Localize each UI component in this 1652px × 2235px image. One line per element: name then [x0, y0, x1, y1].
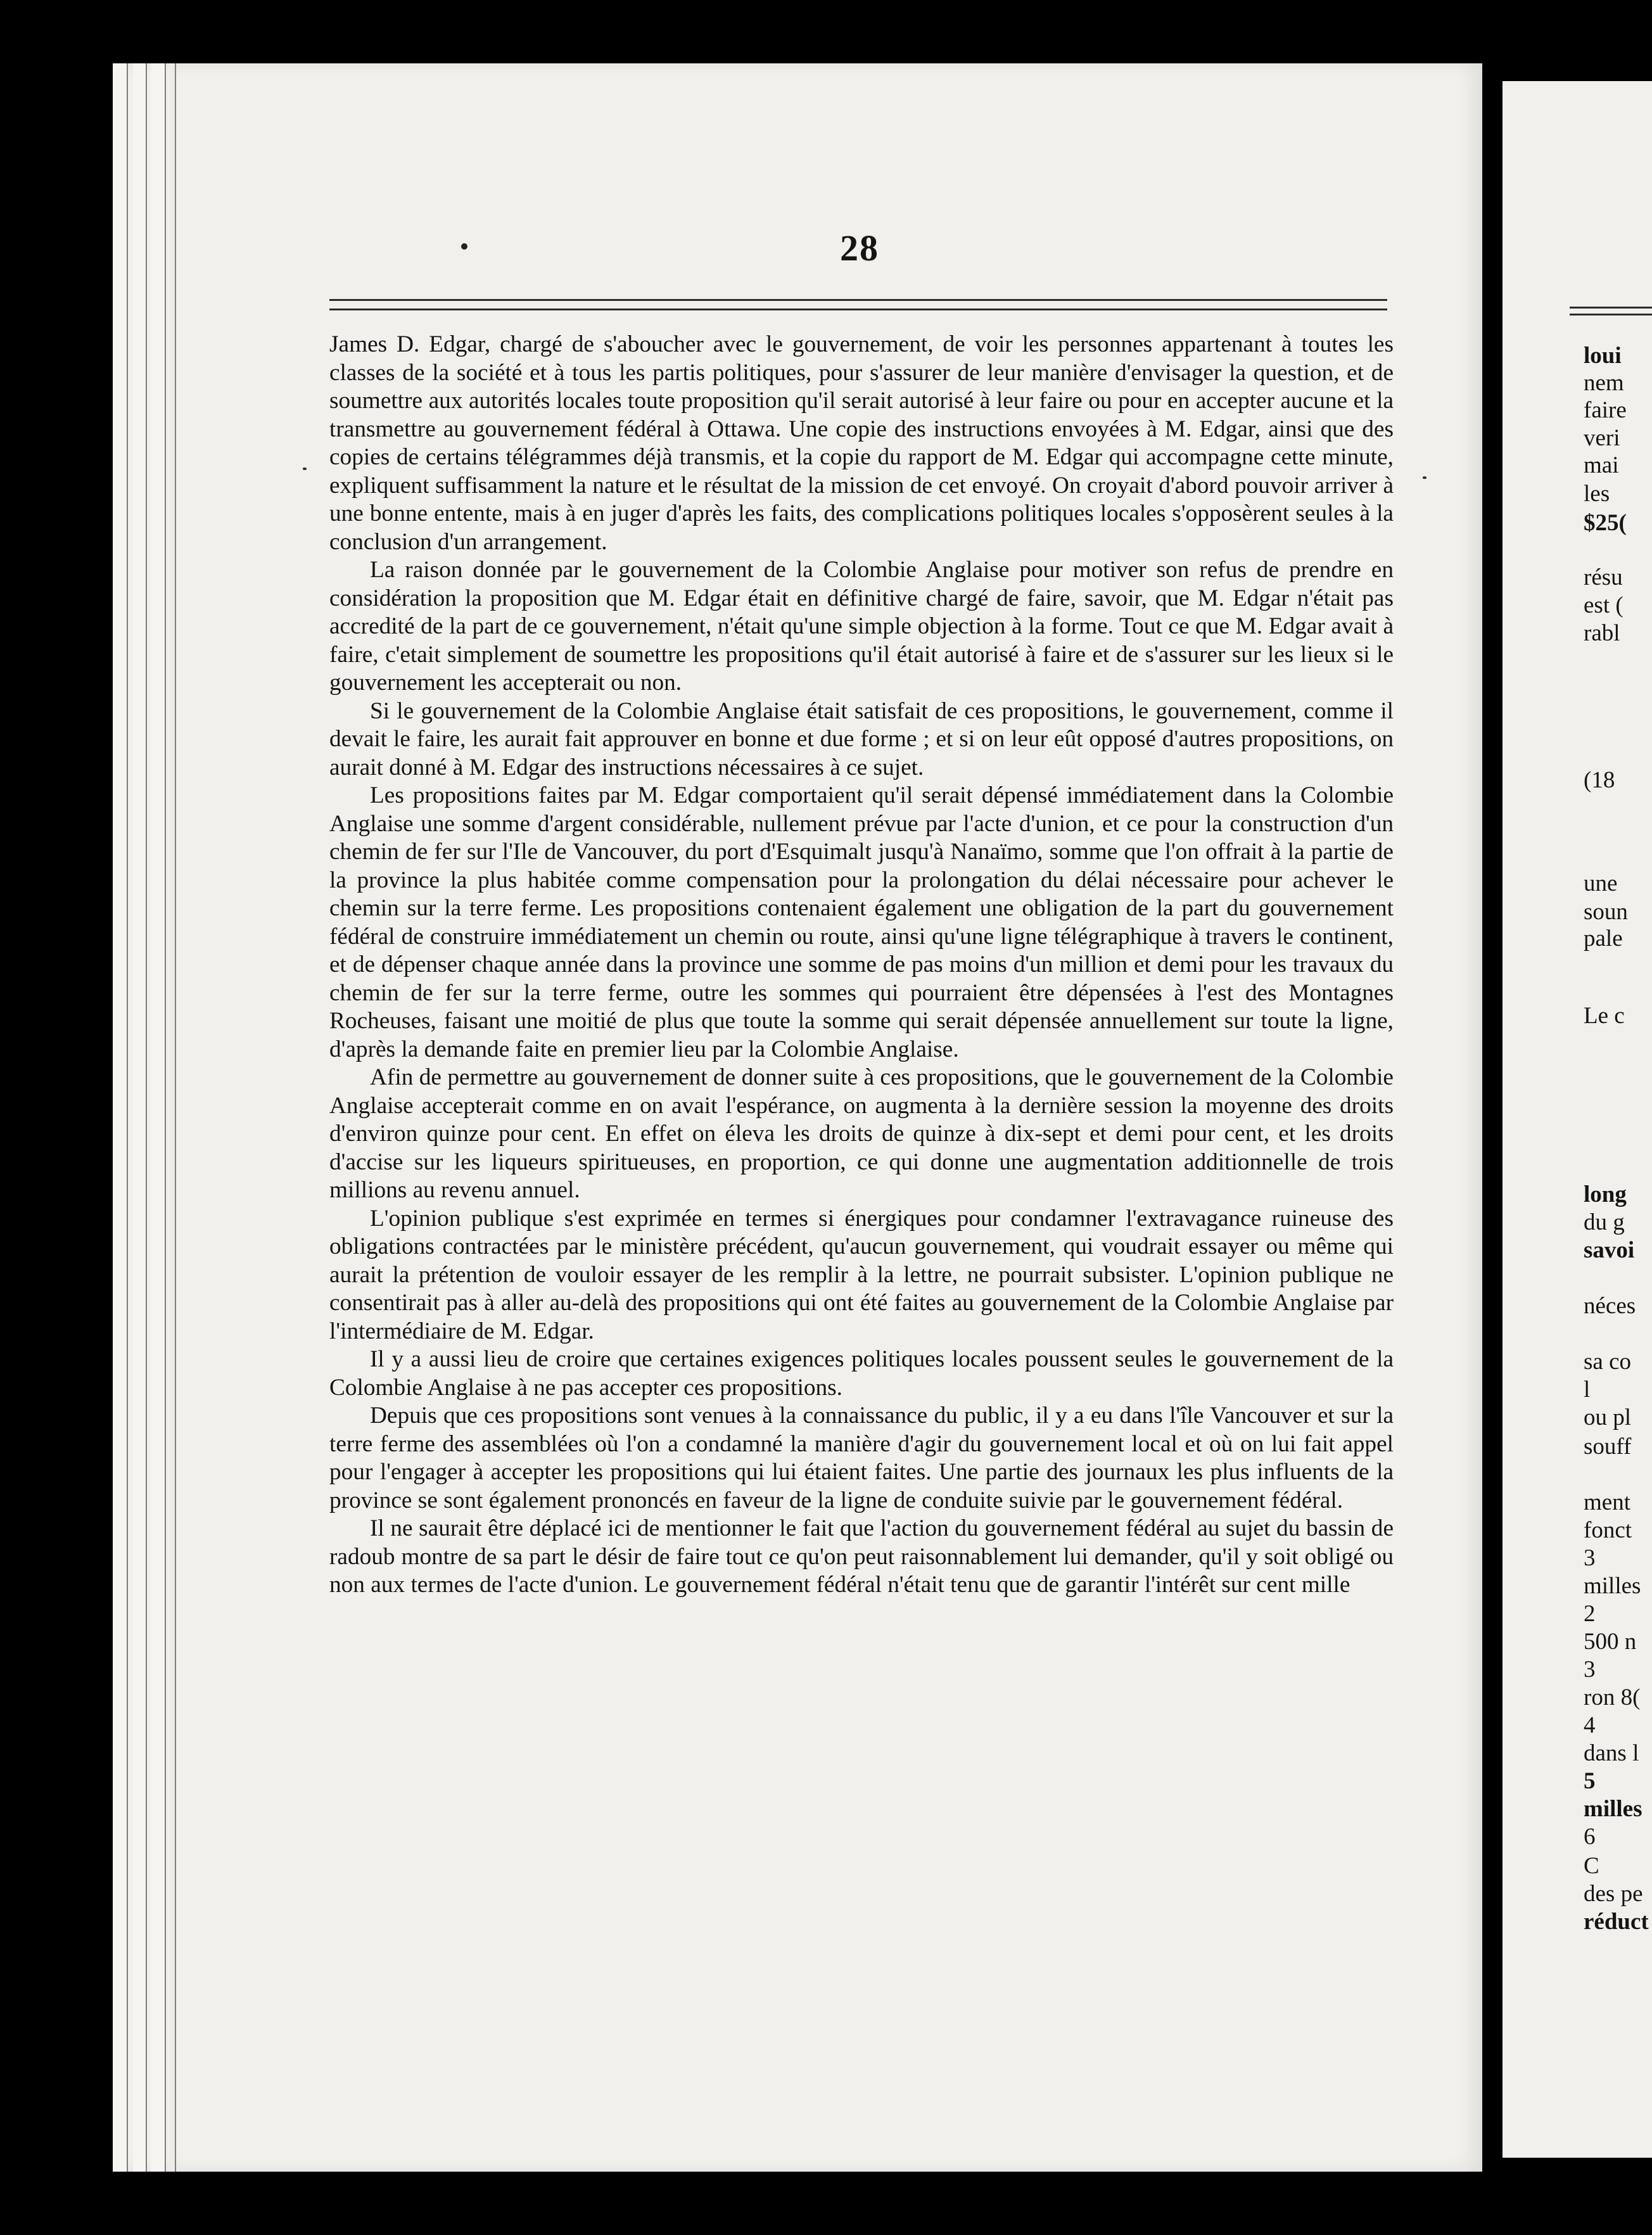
facing-page-line: nem [1584, 370, 1624, 396]
facing-page-line: du g [1584, 1209, 1625, 1235]
facing-page-line: veri [1584, 425, 1620, 451]
paragraph: James D. Edgar, chargé de s'aboucher avec le gouvernement, de voir les personnes appartenant à toutes les classes de la société et à tous les partis politiques, pour s'assurer de leur manière d'envisager la question, et de soumettre aux autorités locales toute proposition qu'il serait autorisé à leur faire ou pour en accepter aucune et la transmettre au gouvernement fédéral à Ottawa. Une copie des instructions envoyées à M. Edgar, ainsi que des copies de certains télégrammes déjà transmis, et la copie du rapport de M. Edgar qui accompagne cette minute, expliquent suffisamment la nature et le résultat de la mission de cet envoyé. On croyait d'abord pouvoir arriver à une bonne entente, mais à en juger d'après les faits, des complications politiques locales s'opposèrent seules à la conclusion d'un arrangement. [329, 331, 1394, 555]
page-edge [170, 63, 176, 2172]
paragraph: L'opinion publique s'est exprimée en termes si énergiques pour condamner l'extravagance ruineuse des obligations contractées par le ministère précédent, qu'aucun gouvernement, qui voudrait essayer ou même qui aurait la prétention de vouloir essayer de les remplir à la lettre, ne pourrait subsister. L'opinion publique ne consentirait pas à aller au-delà des propositions qui ont été faites au gouvernement de la Colombie Anglaise par l'intermédiaire de M. Edgar. [329, 1205, 1394, 1344]
facing-page-line: C [1584, 1853, 1599, 1879]
facing-page-line: des pe [1584, 1881, 1643, 1907]
facing-page-line: résu [1584, 564, 1623, 590]
facing-page-line: néces [1584, 1293, 1636, 1319]
page-edge [113, 63, 128, 2172]
facing-page-line: $25( [1584, 510, 1627, 536]
facing-page-line: est ( [1584, 592, 1623, 618]
header-dot [461, 243, 467, 250]
facing-page-line: 2 [1584, 1601, 1596, 1627]
facing-page-line: Le c [1584, 1003, 1625, 1029]
paragraph: La raison donnée par le gouvernement de la Colombie Anglaise pour motiver son refus de prendre en considération la proposition que M. Edgar était en définitive chargé de faire, savoir, que M. Edgar n'était pas accredité de la part de ce gouvernement, n'était qu'une simple objection à la forme. Tout ce que M. Edgar avait à faire, c'etait simplement de soumettre les propositions qu'il était autorisé à faire et de s'assurer sur les lieux si le gouvernement les accepterait ou non. [329, 557, 1394, 696]
facing-page-line: 5 [1584, 1768, 1596, 1794]
facing-page-line: (18 [1584, 767, 1615, 793]
paragraph: Depuis que ces propositions sont venues à la connaissance du public, il y a eu dans l'île Vancouver et sur la terre ferme des assemblées où l'on a condamné la manière d'agir du gouvernement local et où on lui fait appel pour l'engager à accepter les propositions qui lui étaient faites. Une partie des journaux les plus influents de la province se sont également prononcés en faveur de la ligne de conduite suivie par le gouvernement fédéral. [329, 1403, 1394, 1513]
print-speck [303, 468, 307, 470]
paragraph: Il y a aussi lieu de croire que certaines exigences politiques locales poussent seules le gouvernement de la Colombie Anglaise à ne pas accepter ces propositions. [329, 1346, 1394, 1401]
facing-page-line: faire [1584, 397, 1627, 423]
page-number: 28 [840, 227, 879, 269]
header-rule [329, 299, 1387, 310]
facing-page-line: ou pl [1584, 1404, 1632, 1430]
facing-page-line: réduct [1584, 1909, 1649, 1935]
paragraph: Il ne saurait être déplacé ici de mentionner le fait que l'action du gouvernement fédéral au sujet du bassin de radoub montre de sa part le désir de faire tout ce qu'on peut raisonnablement lui demander, qu'il y soit obligé ou non aux termes de l'acte d'union. Le gouvernement fédéral n'était tenu que de garantir l'intérêt sur cent mille [329, 1515, 1394, 1598]
print-speck [1423, 476, 1426, 479]
facing-page-line: 6 [1584, 1824, 1596, 1850]
facing-page-header-rule [1570, 307, 1652, 315]
facing-page-line: milles [1584, 1796, 1642, 1822]
facing-page-line: sa co [1584, 1349, 1631, 1375]
facing-page-line: loui [1584, 343, 1622, 369]
facing-page-line: long [1584, 1181, 1627, 1207]
paragraph: Si le gouvernement de la Colombie Anglaise était satisfait de ces propositions, le gouvernement, comme il devait le faire, les aurait fait approuver en bonne et due forme ; et si on leur eût opposé d'autres propositions, on aurait donné à M. Edgar des instructions nécessaires à ce sujet. [329, 697, 1394, 780]
paragraph: Les propositions faites par M. Edgar comportaient qu'il serait dépensé immédiatement dans la Colombie Anglaise une somme d'argent considérable, nullement prévue par l'acte d'union, et ce pour la construction d'un chemin de fer sur l'Ile de Vancouver, du port d'Esquimalt jusqu'à Nanaïmo, somme que l'on offrait à la partie de la province la plus habitée comme compensation pour la prolongation du délai nécessaire pour achever le chemin sur la terre ferme. Les propositions contenaient également une obligation de la part du gouvernement fédéral de construire immédiatement un chemin ou route, ainsi qu'une ligne télégraphique à travers le continent, et de dépenser chaque année dans la province une somme de pas moins d'un million et demi pour les travaux du chemin de fer sur la terre ferme, outre les sommes qui pourraient être dépensées à l'est des Montagnes Rocheuses, faisant une moitié de plus que toute la somme qui serait dépensée annuellement sur toute la ligne, d'après la demande faite en premier lieu par la Colombie Anglaise. [329, 782, 1394, 1062]
facing-page-line: ron 8( [1584, 1684, 1641, 1710]
page-edge [133, 63, 147, 2172]
facing-page-line: fonct [1584, 1517, 1632, 1543]
facing-page-line: 3 [1584, 1545, 1596, 1571]
facing-page-line: 500 n [1584, 1629, 1637, 1655]
page-edge [151, 63, 166, 2172]
facing-page-line: les [1584, 481, 1610, 507]
facing-page-line: dans l [1584, 1740, 1639, 1766]
facing-page-line: l [1584, 1377, 1591, 1403]
facing-page-line: 3 [1584, 1657, 1596, 1683]
facing-page-line: ment [1584, 1489, 1630, 1515]
paragraph: Afin de permettre au gouvernement de donner suite à ces propositions, que le gouvernement de la Colombie Anglaise accepterait comme en on avait l'espérance, on augmenta à la dernière session la moyenne des droits d'environ quinze pour cent. En effet on éleva les droits de quinze à dix-sept et demi pour cent, et les droits d'accise sur les liqueurs spiritueuses, en proportion, ce qui donne une augmentation additionnelle de trois millions au revenu annuel. [329, 1064, 1394, 1203]
facing-page-line: 4 [1584, 1712, 1596, 1738]
facing-page [1503, 81, 1652, 2158]
facing-page-line: soun [1584, 899, 1628, 925]
facing-page-line: mai [1584, 452, 1619, 478]
facing-page-line: savoi [1584, 1237, 1635, 1263]
facing-page-line: une [1584, 870, 1618, 896]
facing-page-line: souff [1584, 1434, 1632, 1460]
facing-page-line: pale [1584, 926, 1623, 952]
facing-page-line: rabl [1584, 620, 1620, 646]
facing-page-line: milles [1584, 1573, 1641, 1599]
body-text [329, 331, 1394, 1600]
